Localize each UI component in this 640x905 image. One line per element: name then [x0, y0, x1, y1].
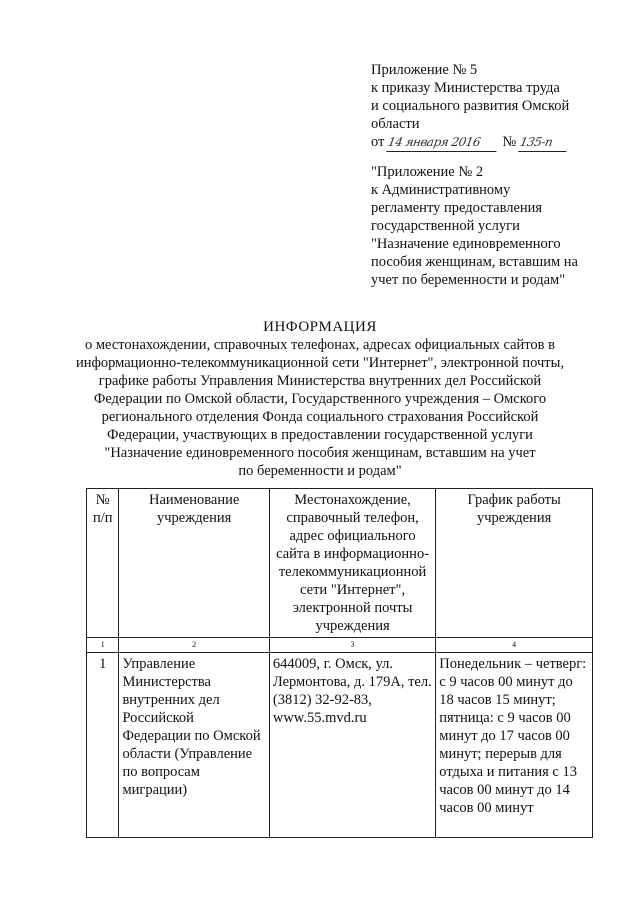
handwritten-number: 135-п: [519, 133, 570, 152]
row-location: 644009, г. Омск, ул. Лермонтова, д. 179А, тел. (3812) 32-92-83, www.55.mvd.ru: [269, 653, 435, 838]
row-name: Управление Министерства внутренних дел Российской Федерации по Омской области (Управление по вопросам миграции): [119, 653, 269, 838]
row-schedule: Понедельник – четверг: с 9 часов 00 минут до 18 часов 15 минут; пятница: с 9 часов 00 минут до 17 часов 00 минут; перерыв для отдыха и питания с 13 часов 00 минут до 14 часов 00 минут: [436, 653, 593, 838]
info-line: Федерации, участвующих в предоставлении государственной услуги: [107, 427, 533, 443]
appendix2-line: регламенту предоставления: [371, 200, 543, 216]
appendix-5-header: [371, 61, 611, 152]
header-schedule: График работы учреждения: [436, 489, 593, 638]
table-row: [87, 653, 593, 838]
appendix-line: и социального развития Омской: [371, 98, 570, 114]
info-line: регионального отделения Фонда социального страхования Российской: [101, 409, 539, 425]
row-num: 1: [87, 653, 119, 838]
number-label: №: [502, 134, 517, 150]
appendix-2-header: [371, 163, 616, 289]
appendix-line: области: [371, 116, 420, 132]
handwritten-date: 14 января 2016: [387, 133, 500, 152]
column-number: 2: [119, 638, 269, 653]
info-line: информационно-телекоммуникационной сети "Интернет", электронной почты,: [75, 355, 565, 371]
order-date-number-line: [371, 133, 611, 152]
header-name: Наименование учреждения: [119, 489, 269, 638]
appendix2-line: к Административному: [371, 182, 511, 198]
institutions-table: [86, 488, 593, 838]
info-line: графике работы Управления Министерства внутренних дел Российской: [98, 373, 542, 389]
from-label: от: [371, 134, 385, 150]
info-line: о местонахождении, справочных телефонах, адресах официальных сайтов в: [85, 337, 555, 353]
info-line: "Назначение единовременного пособия женщинам, вставшим на учет: [104, 445, 536, 461]
header-num: № п/п: [87, 489, 119, 638]
column-number: 3: [269, 638, 435, 653]
info-line: Федерации по Омской области, Государственного учреждения – Омского: [93, 391, 547, 407]
info-title: ИНФОРМАЦИЯ: [263, 319, 377, 335]
appendix2-line: учет по беременности и родам": [371, 272, 566, 288]
appendix-line: Приложение № 5: [371, 62, 478, 78]
info-line: по беременности и родам": [238, 463, 402, 479]
appendix2-line: государственной услуги: [371, 218, 520, 234]
column-number: 4: [436, 638, 593, 653]
header-location: Местонахождение, справочный телефон, адрес официального сайта в информационно-телекоммуникационной сети "Интернет", электронной почты учреждения: [269, 489, 435, 638]
table-header-row: [87, 489, 593, 638]
appendix2-line: "Приложение № 2: [371, 164, 484, 180]
appendix2-line: "Назначение единовременного: [371, 236, 561, 252]
appendix2-line: пособия женщинам, вставшим на: [371, 254, 578, 270]
appendix-line: к приказу Министерства труда: [371, 80, 560, 96]
column-number: 1: [87, 638, 119, 653]
information-heading: [60, 318, 580, 480]
column-number-row: [87, 638, 593, 653]
